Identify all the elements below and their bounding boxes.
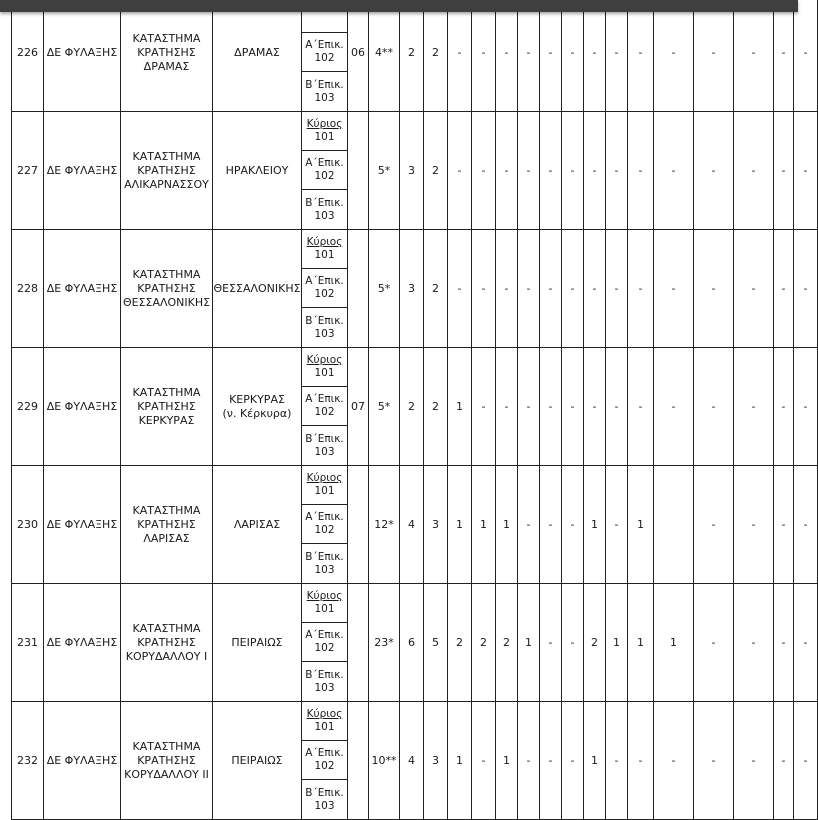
unit-line: ΚΡΑΤΗΣΗΣ bbox=[137, 45, 196, 59]
subcategory-label: Κύριος bbox=[306, 708, 343, 720]
count-cell: - bbox=[606, 466, 628, 584]
unit-line: ΚΑΤΑΣΤΗΜΑ bbox=[132, 149, 201, 163]
count-cell: 1 bbox=[448, 348, 472, 466]
location bbox=[213, 702, 302, 820]
unit-line: ΚΡΑΤΗΣΗΣ bbox=[137, 635, 196, 649]
count-cell: - bbox=[774, 0, 794, 112]
location-line: (ν. Κέρκυρα) bbox=[222, 406, 292, 420]
count-cell: - bbox=[794, 230, 818, 348]
service-name: ΔΕ ΦΥΛΑΞΗΣ bbox=[44, 112, 121, 230]
count-cell: - bbox=[654, 0, 694, 112]
count-cell: 1 bbox=[628, 584, 654, 702]
subcategory-label: Α΄Επικ. bbox=[305, 747, 344, 759]
count-cell: - bbox=[562, 112, 584, 230]
subcategory-label: Α΄Επικ. bbox=[305, 157, 344, 169]
count-cell: - bbox=[774, 230, 794, 348]
count-cell: 2 bbox=[472, 584, 496, 702]
subcategory bbox=[302, 662, 348, 702]
location bbox=[213, 584, 302, 702]
unit-name bbox=[121, 348, 213, 466]
count-cell: - bbox=[540, 348, 562, 466]
count-cell: 1 bbox=[448, 466, 472, 584]
unit-line: ΚΑΤΑΣΤΗΜΑ bbox=[132, 31, 201, 45]
unit-line: ΚΟΡΥΔΑΛΛΟΥ ΙΙ bbox=[124, 767, 209, 781]
count-cell: - bbox=[562, 348, 584, 466]
count-cell: 2 bbox=[424, 0, 448, 112]
row-number: 232 bbox=[12, 702, 44, 820]
count-cell: - bbox=[540, 702, 562, 820]
unit-line: ΚΑΤΑΣΤΗΜΑ bbox=[132, 385, 201, 399]
subcategory-code: 101 bbox=[314, 249, 335, 261]
total-positions: 5* bbox=[369, 230, 400, 348]
location-line: ΔΡΑΜΑΣ bbox=[234, 45, 280, 59]
count-cell: - bbox=[794, 584, 818, 702]
count-cell: 2 bbox=[400, 0, 424, 112]
row-number: 229 bbox=[12, 348, 44, 466]
count-cell: 2 bbox=[424, 348, 448, 466]
count-cell: - bbox=[496, 112, 518, 230]
count-cell: 2 bbox=[424, 230, 448, 348]
subcategory-code: 102 bbox=[314, 406, 335, 418]
subcategory-code: 103 bbox=[314, 563, 335, 576]
count-cell: - bbox=[694, 466, 734, 584]
table-row bbox=[12, 348, 818, 387]
count-cell: 4 bbox=[400, 466, 424, 584]
subcategory bbox=[302, 269, 348, 308]
count-cell: - bbox=[774, 348, 794, 466]
count-cell: - bbox=[628, 112, 654, 230]
unit-name bbox=[121, 702, 213, 820]
subcategory-label: Β΄Επικ. bbox=[305, 668, 344, 681]
count-cell: - bbox=[584, 112, 606, 230]
region-code bbox=[348, 112, 369, 230]
subcategory bbox=[302, 702, 348, 741]
count-cell: 4 bbox=[400, 702, 424, 820]
subcategory-code: 101 bbox=[314, 131, 335, 143]
count-cell: - bbox=[654, 702, 694, 820]
unit-line: ΚΑΤΑΣΤΗΜΑ bbox=[132, 503, 201, 517]
subcategory-code: 102 bbox=[314, 288, 335, 300]
count-cell: - bbox=[606, 702, 628, 820]
count-cell: 2 bbox=[424, 112, 448, 230]
count-cell: - bbox=[794, 0, 818, 112]
unit-name bbox=[121, 112, 213, 230]
count-cell: 3 bbox=[424, 702, 448, 820]
subcategory bbox=[302, 544, 348, 584]
total-positions: 12* bbox=[369, 466, 400, 584]
count-cell: 1 bbox=[584, 702, 606, 820]
count-cell: - bbox=[448, 230, 472, 348]
count-cell: 1 bbox=[628, 466, 654, 584]
total-positions: 4** bbox=[369, 0, 400, 112]
count-cell: - bbox=[518, 466, 540, 584]
count-cell: - bbox=[734, 348, 774, 466]
subcategory-code: 101 bbox=[314, 367, 335, 379]
total-positions: 5* bbox=[369, 348, 400, 466]
count-cell: - bbox=[606, 112, 628, 230]
count-cell: - bbox=[562, 0, 584, 112]
unit-line: ΚΡΑΤΗΣΗΣ bbox=[137, 753, 196, 767]
subcategory-code: 102 bbox=[314, 642, 335, 654]
count-cell: - bbox=[606, 0, 628, 112]
unit-line: ΑΛΙΚΑΡΝΑΣΣΟΥ bbox=[124, 177, 209, 191]
count-cell: - bbox=[654, 348, 694, 466]
count-cell: - bbox=[694, 348, 734, 466]
count-cell: - bbox=[774, 702, 794, 820]
region-code bbox=[348, 230, 369, 348]
count-cell: 1 bbox=[496, 466, 518, 584]
count-cell: - bbox=[448, 0, 472, 112]
location bbox=[213, 112, 302, 230]
count-cell: 2 bbox=[496, 584, 518, 702]
subcategory-code: 103 bbox=[314, 799, 335, 812]
location bbox=[213, 348, 302, 466]
count-cell: - bbox=[628, 348, 654, 466]
count-cell: - bbox=[774, 112, 794, 230]
location bbox=[213, 230, 302, 348]
subcategory-label: Β΄Επικ. bbox=[305, 550, 344, 563]
count-cell: 3 bbox=[400, 230, 424, 348]
count-cell: - bbox=[694, 702, 734, 820]
subcategory-label: Κύριος bbox=[306, 472, 343, 484]
subcategory-code: 101 bbox=[314, 485, 335, 497]
table-row bbox=[12, 230, 818, 269]
count-cell: 1 bbox=[448, 702, 472, 820]
service-name: ΔΕ ΦΥΛΑΞΗΣ bbox=[44, 702, 121, 820]
region-code bbox=[348, 584, 369, 702]
subcategory bbox=[302, 780, 348, 820]
count-cell: 3 bbox=[424, 466, 448, 584]
subcategory-label: Β΄Επικ. bbox=[305, 196, 344, 209]
subcategory-label: Β΄Επικ. bbox=[305, 786, 344, 799]
count-cell: - bbox=[562, 584, 584, 702]
count-cell: 1 bbox=[584, 466, 606, 584]
subcategory-code: 103 bbox=[314, 681, 335, 694]
count-cell: - bbox=[694, 112, 734, 230]
count-cell: 1 bbox=[654, 584, 694, 702]
count-cell: 6 bbox=[400, 584, 424, 702]
table-row bbox=[12, 112, 818, 151]
total-positions: 5* bbox=[369, 112, 400, 230]
subcategory-code: 103 bbox=[314, 209, 335, 222]
count-cell: - bbox=[518, 702, 540, 820]
count-cell: - bbox=[472, 0, 496, 112]
subcategory-label: Κύριος bbox=[306, 118, 343, 130]
unit-name bbox=[121, 230, 213, 348]
subcategory-code: 103 bbox=[314, 445, 335, 458]
count-cell: - bbox=[654, 112, 694, 230]
count-cell: - bbox=[496, 348, 518, 466]
count-cell: 1 bbox=[496, 702, 518, 820]
subcategory bbox=[302, 387, 348, 426]
count-cell: - bbox=[794, 702, 818, 820]
count-cell: - bbox=[584, 230, 606, 348]
region-code bbox=[348, 702, 369, 820]
count-cell: - bbox=[694, 584, 734, 702]
count-cell: - bbox=[584, 0, 606, 112]
count-cell: - bbox=[734, 702, 774, 820]
subcategory bbox=[302, 348, 348, 387]
subcategory-label: Κύριος bbox=[306, 354, 343, 366]
location-line: ΘΕΣΣΑΛΟΝΙΚΗΣ bbox=[213, 281, 301, 295]
subcategory bbox=[302, 308, 348, 348]
count-cell: - bbox=[562, 230, 584, 348]
count-cell: - bbox=[774, 466, 794, 584]
unit-line: ΚΡΑΤΗΣΗΣ bbox=[137, 399, 196, 413]
count-cell: 5 bbox=[424, 584, 448, 702]
count-cell: - bbox=[472, 230, 496, 348]
subcategory-label: Β΄Επικ. bbox=[305, 78, 344, 91]
subcategory-code: 101 bbox=[314, 603, 335, 615]
positions-table bbox=[11, 0, 818, 820]
subcategory-label: Κύριος bbox=[306, 590, 343, 602]
service-name: ΔΕ ΦΥΛΑΞΗΣ bbox=[44, 348, 121, 466]
subcategory-code: 101 bbox=[314, 721, 335, 733]
subcategory bbox=[302, 426, 348, 466]
unit-line: ΔΡΑΜΑΣ bbox=[143, 59, 190, 73]
count-cell: - bbox=[472, 348, 496, 466]
count-cell: - bbox=[734, 584, 774, 702]
subcategory bbox=[302, 72, 348, 112]
subcategory bbox=[302, 623, 348, 662]
subcategory-label: Κύριος bbox=[306, 236, 343, 248]
count-cell: - bbox=[540, 466, 562, 584]
count-cell: - bbox=[472, 702, 496, 820]
service-name: ΔΕ ΦΥΛΑΞΗΣ bbox=[44, 230, 121, 348]
count-cell: - bbox=[540, 230, 562, 348]
row-number: 227 bbox=[12, 112, 44, 230]
count-cell: - bbox=[794, 466, 818, 584]
count-cell: - bbox=[628, 0, 654, 112]
unit-line: ΚΡΑΤΗΣΗΣ bbox=[137, 517, 196, 531]
region-code: 07 bbox=[348, 348, 369, 466]
subcategory bbox=[302, 112, 348, 151]
count-cell: - bbox=[734, 0, 774, 112]
unit-line: ΘΕΣΣΑΛΟΝΙΚΗΣ bbox=[122, 295, 211, 309]
service-name: ΔΕ ΦΥΛΑΞΗΣ bbox=[44, 466, 121, 584]
count-cell: - bbox=[774, 584, 794, 702]
subcategory-code: 102 bbox=[314, 170, 335, 182]
location bbox=[213, 0, 302, 112]
count-cell: - bbox=[518, 348, 540, 466]
subcategory-code: 102 bbox=[314, 524, 335, 536]
count-cell: - bbox=[584, 348, 606, 466]
row-number: 228 bbox=[12, 230, 44, 348]
count-cell: - bbox=[448, 112, 472, 230]
unit-name bbox=[121, 584, 213, 702]
count-cell: 1 bbox=[518, 584, 540, 702]
subcategory-label: Α΄Επικ. bbox=[305, 629, 344, 641]
count-cell: - bbox=[562, 466, 584, 584]
count-cell: - bbox=[496, 0, 518, 112]
unit-line: ΚΡΑΤΗΣΗΣ bbox=[137, 281, 196, 295]
count-cell: 2 bbox=[584, 584, 606, 702]
location-line: ΠΕΙΡΑΙΩΣ bbox=[231, 753, 283, 767]
count-cell: - bbox=[518, 112, 540, 230]
count-cell: - bbox=[734, 466, 774, 584]
service-name: ΔΕ ΦΥΛΑΞΗΣ bbox=[44, 0, 121, 112]
table-row bbox=[12, 702, 818, 741]
region-code bbox=[348, 466, 369, 584]
count-cell: - bbox=[794, 112, 818, 230]
unit-name bbox=[121, 0, 213, 112]
count-cell: - bbox=[540, 0, 562, 112]
row-number: 231 bbox=[12, 584, 44, 702]
total-positions: 10** bbox=[369, 702, 400, 820]
count-cell: 2 bbox=[400, 348, 424, 466]
unit-line: ΛΑΡΙΣΑΣ bbox=[143, 531, 190, 545]
subcategory bbox=[302, 741, 348, 780]
row-number: 230 bbox=[12, 466, 44, 584]
count-cell: - bbox=[496, 230, 518, 348]
subcategory-label: Β΄Επικ. bbox=[305, 314, 344, 327]
count-cell: - bbox=[606, 230, 628, 348]
table-row bbox=[12, 466, 818, 505]
location-line: ΛΑΡΙΣΑΣ bbox=[233, 517, 281, 531]
count-cell bbox=[654, 466, 694, 584]
unit-line: ΚΡΑΤΗΣΗΣ bbox=[137, 163, 196, 177]
count-cell: - bbox=[518, 230, 540, 348]
subcategory bbox=[302, 230, 348, 269]
count-cell: - bbox=[734, 230, 774, 348]
unit-line: ΚΑΤΑΣΤΗΜΑ bbox=[132, 267, 201, 281]
location-line: ΚΕΡΚΥΡΑΣ bbox=[229, 392, 285, 406]
unit-line: ΚΟΡΥΔΑΛΛΟΥ Ι bbox=[125, 649, 208, 663]
subcategory-code: 102 bbox=[314, 760, 335, 772]
region-code: 06 bbox=[348, 0, 369, 112]
count-cell: - bbox=[628, 230, 654, 348]
location-line: ΠΕΙΡΑΙΩΣ bbox=[231, 635, 283, 649]
count-cell: - bbox=[694, 0, 734, 112]
subcategory-label: Α΄Επικ. bbox=[305, 393, 344, 405]
count-cell: - bbox=[518, 0, 540, 112]
count-cell: - bbox=[540, 112, 562, 230]
subcategory-label: Α΄Επικ. bbox=[305, 511, 344, 523]
subcategory-label: Α΄Επικ. bbox=[305, 275, 344, 287]
unit-line: ΚΕΡΚΥΡΑΣ bbox=[138, 413, 195, 427]
count-cell: - bbox=[628, 702, 654, 820]
count-cell: - bbox=[694, 230, 734, 348]
count-cell: 1 bbox=[606, 584, 628, 702]
subcategory bbox=[302, 33, 348, 72]
count-cell: - bbox=[734, 112, 774, 230]
subcategory bbox=[302, 584, 348, 623]
subcategory bbox=[302, 466, 348, 505]
service-name: ΔΕ ΦΥΛΑΞΗΣ bbox=[44, 584, 121, 702]
total-positions: 23* bbox=[369, 584, 400, 702]
count-cell: - bbox=[654, 230, 694, 348]
subcategory-code: 102 bbox=[314, 52, 335, 64]
viewer-toolbar bbox=[0, 0, 798, 12]
count-cell: - bbox=[472, 112, 496, 230]
subcategory bbox=[302, 190, 348, 230]
subcategory-label: Α΄Επικ. bbox=[305, 39, 344, 51]
count-cell: 1 bbox=[472, 466, 496, 584]
count-cell: - bbox=[562, 702, 584, 820]
location-line: ΗΡΑΚΛΕΙΟΥ bbox=[225, 163, 289, 177]
unit-line: ΚΑΤΑΣΤΗΜΑ bbox=[132, 739, 201, 753]
subcategory bbox=[302, 151, 348, 190]
count-cell: - bbox=[606, 348, 628, 466]
count-cell: 2 bbox=[448, 584, 472, 702]
table-row bbox=[12, 584, 818, 623]
count-cell: 3 bbox=[400, 112, 424, 230]
subcategory-code: 103 bbox=[314, 327, 335, 340]
unit-line: ΚΑΤΑΣΤΗΜΑ bbox=[132, 621, 201, 635]
subcategory-label: Β΄Επικ. bbox=[305, 432, 344, 445]
count-cell: - bbox=[794, 348, 818, 466]
unit-name bbox=[121, 466, 213, 584]
location bbox=[213, 466, 302, 584]
subcategory-code: 103 bbox=[314, 91, 335, 104]
count-cell: - bbox=[540, 584, 562, 702]
subcategory bbox=[302, 505, 348, 544]
row-number: 226 bbox=[12, 0, 44, 112]
